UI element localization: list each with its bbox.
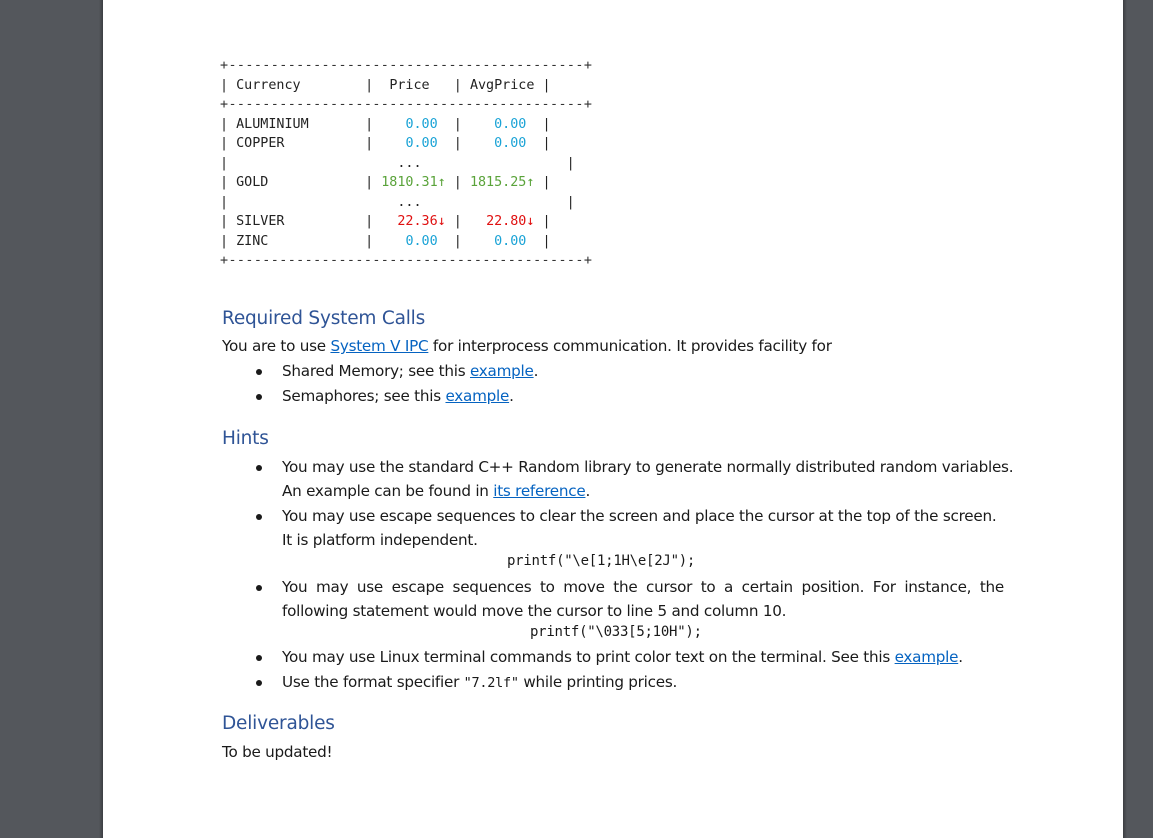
hint-move-line2: following statement would move the cursor to line 5 and column 10. [282, 602, 787, 620]
bullet-icon [256, 394, 262, 400]
system-v-ipc-link[interactable]: System V IPC [330, 337, 429, 355]
its-reference-link[interactable]: its reference [493, 482, 586, 500]
table-row: | ZINC | 0.00 | 0.00 | [220, 233, 551, 249]
syscalls-intro-text: You are to use [222, 337, 331, 355]
hint-punct: . [585, 482, 591, 500]
list-item-punct: . [509, 387, 514, 405]
table-header-row: | Currency | Price | AvgPrice | [220, 77, 551, 93]
avgprice-cell: 0.00 [494, 136, 527, 151]
table-border-mid: +------------------------------------------+ [220, 97, 593, 112]
table-row: | ALUMINIUM | 0.00 | 0.00 | [220, 116, 551, 132]
price-cell: 0.00 [405, 116, 438, 132]
list-item [282, 387, 514, 405]
header-avgprice: AvgPrice [469, 77, 535, 93]
ellipsis: ... [397, 194, 422, 210]
avgprice-cell: 0.00 [494, 116, 527, 132]
semaphores-example-link[interactable]: example [445, 387, 510, 405]
currency-cell: COPPER [236, 136, 285, 151]
currency-cell: GOLD [236, 175, 269, 190]
syscalls-intro [222, 337, 832, 355]
hint-move-line1: You may use escape sequences to move the cursor to a certain position. For instance, the [282, 578, 1004, 596]
currency-table [220, 56, 592, 271]
currency-cell: SILVER [236, 214, 285, 229]
hints-heading: Hints [222, 428, 269, 449]
bullet-icon [256, 680, 262, 686]
table-border-bottom: +------------------------------------------+ [220, 253, 593, 268]
hint-text: An example can be found in [282, 482, 494, 500]
hint-random-line2 [282, 482, 590, 500]
table-row: | GOLD | 1810.31↑ | 1815.25↑ | [220, 175, 551, 190]
deliverables-heading: Deliverables [222, 713, 335, 734]
list-item-punct: . [533, 362, 539, 380]
code-move-cursor: printf("\033[5;10H"); [530, 624, 702, 640]
currency-cell: ZINC [236, 233, 269, 249]
currency-cell: ALUMINIUM [236, 116, 309, 132]
hint-random-line1: You may use the standard C++ Random library to generate normally distributed random variables. [282, 458, 1014, 476]
bullet-icon [256, 585, 262, 591]
avgprice-cell: 22.80↓ [486, 214, 535, 229]
format-specifier: "7.2lf" [463, 675, 519, 691]
list-item-text: Shared Memory; see this [282, 362, 470, 380]
page-shadow-right [1123, 0, 1127, 838]
avgprice-cell: 1815.25↑ [469, 175, 535, 190]
table-border-top: +------------------------------------------+ [220, 58, 593, 73]
hint-format [282, 673, 677, 691]
table-ellipsis-row: | ... | [220, 194, 575, 210]
hint-text: You may use Linux terminal commands to print color text on the terminal. See this [282, 648, 895, 666]
hint-text-2: while printing prices. [518, 673, 678, 691]
hint-color [282, 648, 963, 666]
header-price: Price [389, 77, 430, 93]
list-item [282, 362, 538, 380]
table-row: | SILVER | 22.36↓ | 22.80↓ | [220, 214, 551, 229]
price-cell: 22.36↓ [397, 214, 446, 229]
price-cell: 1810.31↑ [381, 175, 446, 190]
price-cell: 0.00 [405, 233, 438, 249]
list-item-text: Semaphores; see this [282, 387, 446, 405]
hint-punct: . [958, 648, 963, 666]
avgprice-cell: 0.00 [494, 233, 527, 249]
syscalls-intro-text-2: for interprocess communication. It provides facility for [428, 337, 832, 355]
price-cell: 0.00 [405, 136, 438, 151]
hint-clear-line2: It is platform independent. [282, 531, 478, 549]
code-clear-screen: printf("\e[1;1H\e[2J"); [507, 553, 696, 569]
bullet-icon [256, 514, 262, 520]
shared-memory-example-link[interactable]: example [469, 362, 534, 380]
deliverables-text: To be updated! [222, 743, 333, 761]
syscalls-heading: Required System Calls [222, 308, 426, 329]
ellipsis: ... [397, 155, 422, 171]
header-currency: Currency [236, 77, 301, 93]
hint-clear-line1: You may use escape sequences to clear the screen and place the cursor at the top of the screen. [282, 507, 997, 525]
bullet-icon [256, 465, 262, 471]
hint-text: Use the format specifier [282, 673, 464, 691]
bullet-icon [256, 369, 262, 375]
color-example-link[interactable]: example [894, 648, 959, 666]
bullet-icon [256, 655, 262, 661]
table-ellipsis-row: | ... | [220, 155, 575, 171]
table-row: | COPPER | 0.00 | 0.00 | [220, 136, 551, 151]
